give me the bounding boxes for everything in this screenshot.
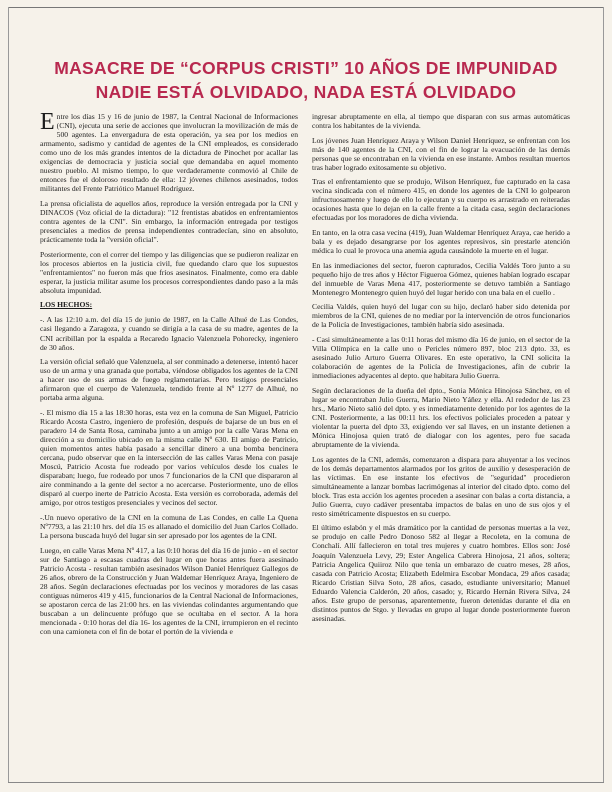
subheadline: NADIE ESTÁ OLVIDADO, NADA ESTÁ OLVIDADO xyxy=(95,82,517,102)
continuation-paragraph: ingresar abruptamente en ella, al tiempo que disparan con sus armas automáticas contra los habitantes de la vivienda. xyxy=(312,112,570,131)
right-border xyxy=(603,7,604,782)
fact-varas-mena: Luego, en calle Varas Mena Nº 417, a las 0:10 horas del día 16 de junio - en el sector sur de Santiago a escasas cuadras del lugar en que horas antes fuera asesinado Patricio Acosta - resultan también asesinados Wilson Daniel Henríquez Gallegos de 26 años, obrero de la Construcción y Juan Waldemar Henríquez Araya, Ingeniero de 28 años. Según declaraciones efectuadas por los vecinos y moradores de las casas contiguas números 419 y 415, funcionarios de la Central Nacional de Informaciones, se apostaron cerca de las 21:00 hrs. en las viviendas colindantes argumentando que buscaban a un delincuente prófugo que se ocultaba en el sector. A la hora mencionada - 0:10 horas del día 16- los agentes de la CNI, irrumpieron en el recinto con una camioneta con el fin de botar el portón de la vivienda e xyxy=(40,545,298,636)
drop-cap: E xyxy=(40,112,55,135)
official-version-paragraph: La versión oficial señaló que Valenzuela, al ser conminado a detenerse, intentó hacer uso de un arma y una granada que portaba, viéndose obligados los agentes de la CNI a hacer uso de sus armas de fuego reglamentarias. Pero testigos presenciales afirmaron que el cuerpo de Valenzuela, tendido frente al Nº 1277 de Alhué, no portaba arma alguna. xyxy=(40,357,298,403)
fact-pedro-donoso: El último eslabón y el más dramático por la cantidad de personas muertas a la vez, se produjo en calle Pedro Donoso 582 al llegar a Recoleta, en la comuna de Conchalí. Allí fallecieron en total tres mujeres y cuatro hombres. Ellos son: José Joaquín Valenzuela Levy, 29; Ester Angelica Cabrera Hinojosa, 21 años, soltera; Patricia Angelica Quiiroz Nilo que tenía un embarazo de cuatro meses, 28 años, casada con Patricio Acosta; Elizabeth Edelmira Escobar Mondaca, 29 años casada; Ricardo Cristian Silva Soto, 28 años, casado, estudiante universitario; Manuel Eduardo Valencia Calderón, 20 años, casado; y, Ricardo Hernán Rivera Silva, 24 años. Este grupo de personas, aparentemente, fueron detenidas durante el día en distintos puntos de Stgo. y llevadas en grupo al lugar donde posteriormente fueron asesinadas. xyxy=(312,523,570,623)
shooting-paragraph: Los agentes de la CNI, además, comenzaron a dispara para ahuyentar a los vecinos de los demás departamentos alarmados por los gritos de auxilio y desesperación de las víctimas. En ese instante los efectivos de "seguridad" procedieron simultáneamente a lanzar bombas lacrimógenas al interior del citado dpto. como del block. Tras esta acción los agentes proceden a asesinar con balas a corta distancia, a Julio Guerra, cuyo cadáver presentaba impactos de balas en uno de sus ojos y el resto simétricamente dispuestos en su cuerpo. xyxy=(312,454,570,518)
cecilia-paragraph: Cecilia Valdés, quien huyó del lugar con su hijo, declaró haber sido detenida por miembros de la CNI, quienes de no mediar por la intervención de otros funcionarios de la Policía de Investigaciones, también habría sido asesinada. xyxy=(312,302,570,330)
impunity-paragraph: Posteriormente, con el correr del tiempo y las diligencias que se pudieron realizar en los procesos abiertos en la justicia civil, fue quedando claro que los supuestos "enfrentamientos" no fueron más que fríos asesinatos. Finalmente, como era dable esperar, la justicia militar asume los procesos correspondientes dando paso a la más absoluta impunidad. xyxy=(40,249,298,295)
hinojosa-paragraph: Según declaraciones de la dueña del dpto., Sonia Mónica Hinojosa Sánchez, en el lugar se encontraban Julio Guerra, Mario Nieto Yáñez y ella. Al rededor de las 23 hrs., Mario Nieto salió del dpto. y es inmediatamente detenido por los agentes de la CNI. Posteriormente, a las 00:11 hrs. los efectivos policiales proceden a patear y violentar la puerta del dpto 33, exigiendo ver sal llaves, en un instante detienen a Mónica Hinojosa quien trató de dialogar con los agentes, pero fue sacada abruptamente de la vivienda. xyxy=(312,385,570,449)
left-column xyxy=(40,112,298,780)
intro-text: ntre los días 15 y 16 de junio de 1987, la Central Nacional de Informaciones (CNI), ejecuta una serie de acciones que involucran la movilización de más de 500 agentes. La envergadura de esta operación, ya sea por los medios en armamento, sadismo y cantidad de agentes de la CNI empleados, es considerado como uno de los más grandes intentos de la dictadura de Pinochet por acallar las exigencias de democracia y justicia social que demandaba en aquel momento nuestro pueblo. Al mismo tiempo, lo que verdaderamente conmovió al Chile de entonces fue el doloroso resultado de ella: 12 jóvenes chilenos asesinados, todos militantes del Frente Patriótico Manuel Rodríguez. xyxy=(40,112,298,194)
bottom-border xyxy=(8,782,604,783)
fact-valenzuela: -. A las 12:10 a.m. del día 15 de junio de 1987, en la Calle Alhué de Las Condes, casi llegando a Zaragoza, y cuando se dirigía a la casa de su madre, agentes de la CNI acribillan por la espalda a Recaredo Ignacio Valenzuela Pohorecky, ingeniero de 30 años. xyxy=(40,315,298,352)
intro-paragraph xyxy=(40,112,298,193)
fact-collado: -.Un nuevo operativo de la CNI en la comuna de Las Condes, en calle La Quena Nº7793, a las 21:10 hrs. del día 15 es allanado el domicilio del Juan Carlos Collado. La persona buscada huyó del lugar sin ser apresado por los agentes de la CNI. xyxy=(40,512,298,540)
captured-paragraph: En las inmediaciones del sector, fueron capturados, Cecilia Valdés Toro junto a su pequeño hijo de tres años y Héctor Figueroa Gómez, quienes habían logrado escapar del inmueble de Varas Mena 417, posteriormente se detuvo también a Santiago Montenegro Montenegro quien huyó del lugar herido con una bala en el cuello . xyxy=(312,260,570,297)
press-paragraph: La prensa oficialista de aquellos años, reproduce la versión entregada por la CNI y DINACOS (Voz oficial de la dictadura): "12 frentistas abatidos en enfrentamientos contra agentes de la CNI". Sin embargo, la información entregada por testigos presenciales a medios de prensa independientes contradecían, sino en absoluto, prácticamente toda la "versión oficial". xyxy=(40,198,298,245)
henriquez-paragraph: Los jóvenes Juan Henríquez Araya y Wilson Daniel Henríquez, se enfrentan con los más de 140 agentes de la CNI, con el fin de lograr la evacuación de las demás personas que se encontraban en la vivienda en ese instante. Ambos resultan muertos tras haber logrado exitosamente su objetivo. xyxy=(312,135,570,172)
fact-acosta: -. El mismo día 15 a las 18:30 horas, esta vez en la comuna de San Miguel, Patricio Ricardo Acosta Castro, ingeniero de profesión, después de bajarse de un bus en el paradero 14 de Santa Rosa, caminaba junto a un amigo por la calle Varas Mena en dirección a su domicilio ubicado en la misma calle Nº 630. El amigo de Patricio, quien momentos antes había pasado a sencillar dinero a una bomba bencinera cercana, pudo observar que en la intersección de las calles Varas Mena con pasaje Moscú, Patricio Acosta fue rodeado por varios vehículos desde los cuales le disparaban; luego, fue rodeado por unos 7 funcionarios de la CNI que dispararon al aire conminando a la gente del sector a no acercarse. Posteriormente, uno de ellos disparó al cuerpo inerte de Patricio Acosta. Esta versión es corroborada, además del amigo, por otros testigos presenciales y vecinos del sector. xyxy=(40,407,298,508)
top-border xyxy=(8,7,604,8)
fact-guerra: - Casi simultáneamente a las 0:11 horas del mismo día 16 de junio, en el sector de la Villa Olímpica en la calle uno o Pericles número 897, bloc 213 dpto. 33, es asesinado Julio Arturo Guerra Olivares. En este operativo, la CNI solicita la colaboración de agentes de la Policía de Investigaciones, afín de cubrir la inmediaciones adyacentes al depto. que habitara Julio Guerra. xyxy=(312,334,570,381)
wilson-paragraph: Tras el enfrentamiento que se produjo, Wilson Henríquez, fue capturado en la casa vecina sindicada con el número 415, en donde los agentes de la CNI lo golpearon infructuosamente y luego de ello lo ejecutan y su cuerpo es arrastrado en reiteradas ocasiones hasta que lo dejan en la calle frente a la citada casa, según declaraciones efectuadas por los moradores de dicha vivienda. xyxy=(312,177,570,223)
headline: MASACRE DE “CORPUS CRISTI” 10 AÑOS DE IMPUNIDAD xyxy=(54,58,558,78)
left-border xyxy=(8,7,9,782)
juan-paragraph: En tanto, en la otra casa vecina (419), Juan Waldemar Henríquez Araya, cae herido a bala y es dejado desangrarse por los agentes represivos, sin prestarle atención médica lo cual le provoca una anemia aguda causándole la muerte en el lugar. xyxy=(312,228,570,256)
right-column xyxy=(312,112,570,780)
section-heading: LOS HECHOS: xyxy=(40,300,93,310)
